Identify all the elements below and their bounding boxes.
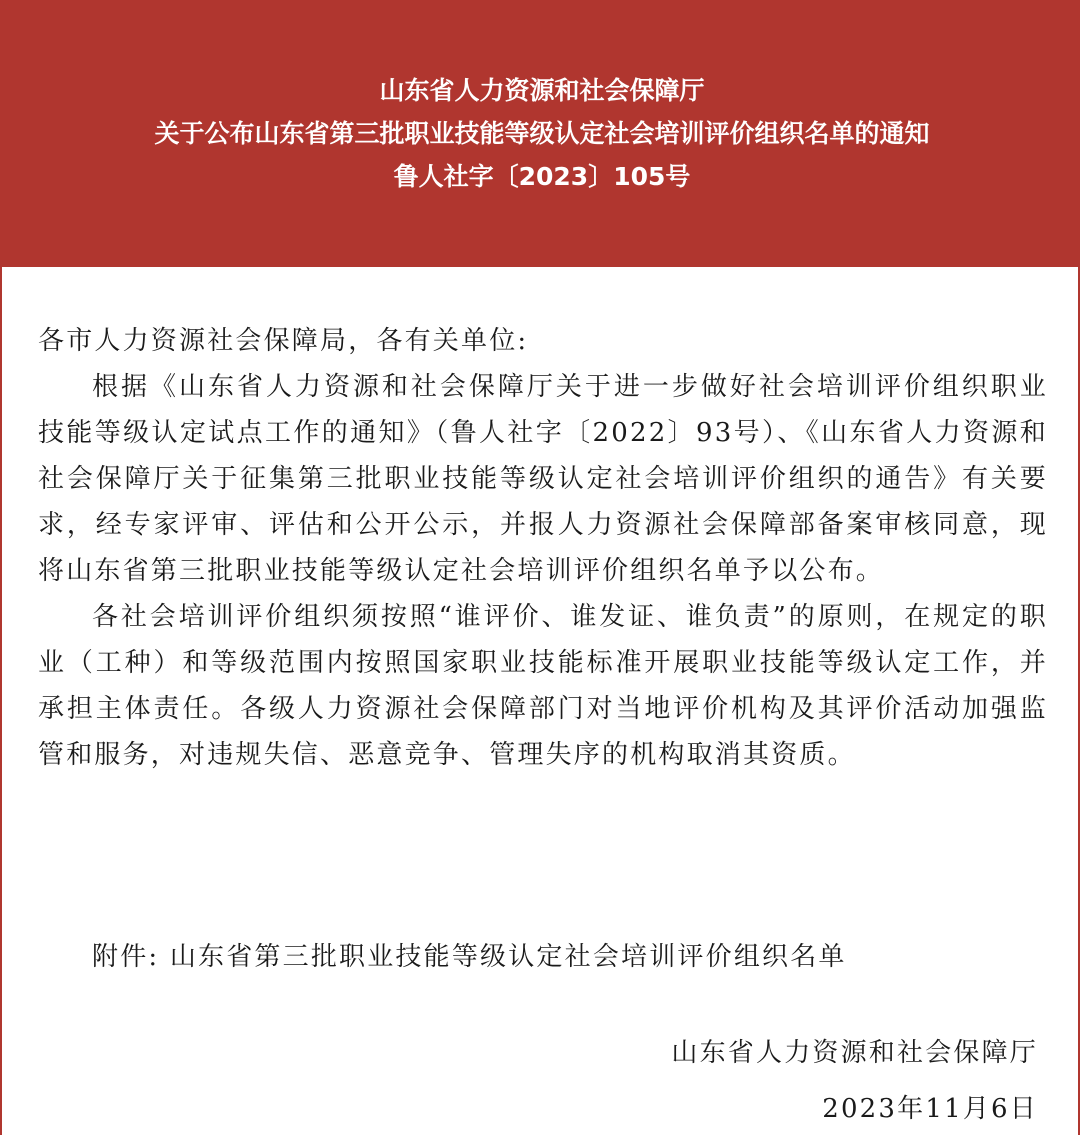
attachment-line: 附件: 山东省第三批职业技能等级认定社会培训评价组织名单: [92, 942, 847, 972]
signature-block: [671, 1030, 1038, 1132]
paragraph-2: 各社会培训评价组织须按照“谁评价、谁发证、谁负责”的原则，在规定的职业（工种）和等级范围内按照国家职业技能标准开展职业技能等级认定工作，并承担主体责任。各级人力资源社会保障部门对当地评价机构及其评价活动加强监管和服务，对违规失信、恶意竞争、管理失序的机构取消其资质。: [38, 602, 1048, 770]
issuer-name: 山东省人力资源和社会保障厅: [379, 76, 705, 105]
document-number: 鲁人社字〔2023〕105号: [393, 162, 691, 191]
signature-date: 2023年11月6日: [822, 1094, 1038, 1124]
paragraph-1: 根据《山东省人力资源和社会保障厅关于进一步做好社会培训评价组织职业技能等级认定试点工作的通知》（鲁人社字〔2022〕93号）、《山东省人力资源和社会保障厅关于征集第三批职业技能等级认定社会培训评价组织的通告》有关要求，经专家评审、评估和公开公示，并报人力资源社会保障部备案审核同意，现将山东省第三批职业技能等级认定社会培训评价组织名单予以公布。: [38, 372, 1048, 586]
document-body: [38, 318, 1048, 778]
signature-org: 山东省人力资源和社会保障厅: [671, 1038, 1038, 1068]
document-title: 关于公布山东省第三批职业技能等级认定社会培训评价组织名单的通知: [154, 119, 930, 148]
document-header: [2, 0, 1080, 267]
salutation: 各市人力资源社会保障局，各有关单位:: [38, 326, 529, 356]
